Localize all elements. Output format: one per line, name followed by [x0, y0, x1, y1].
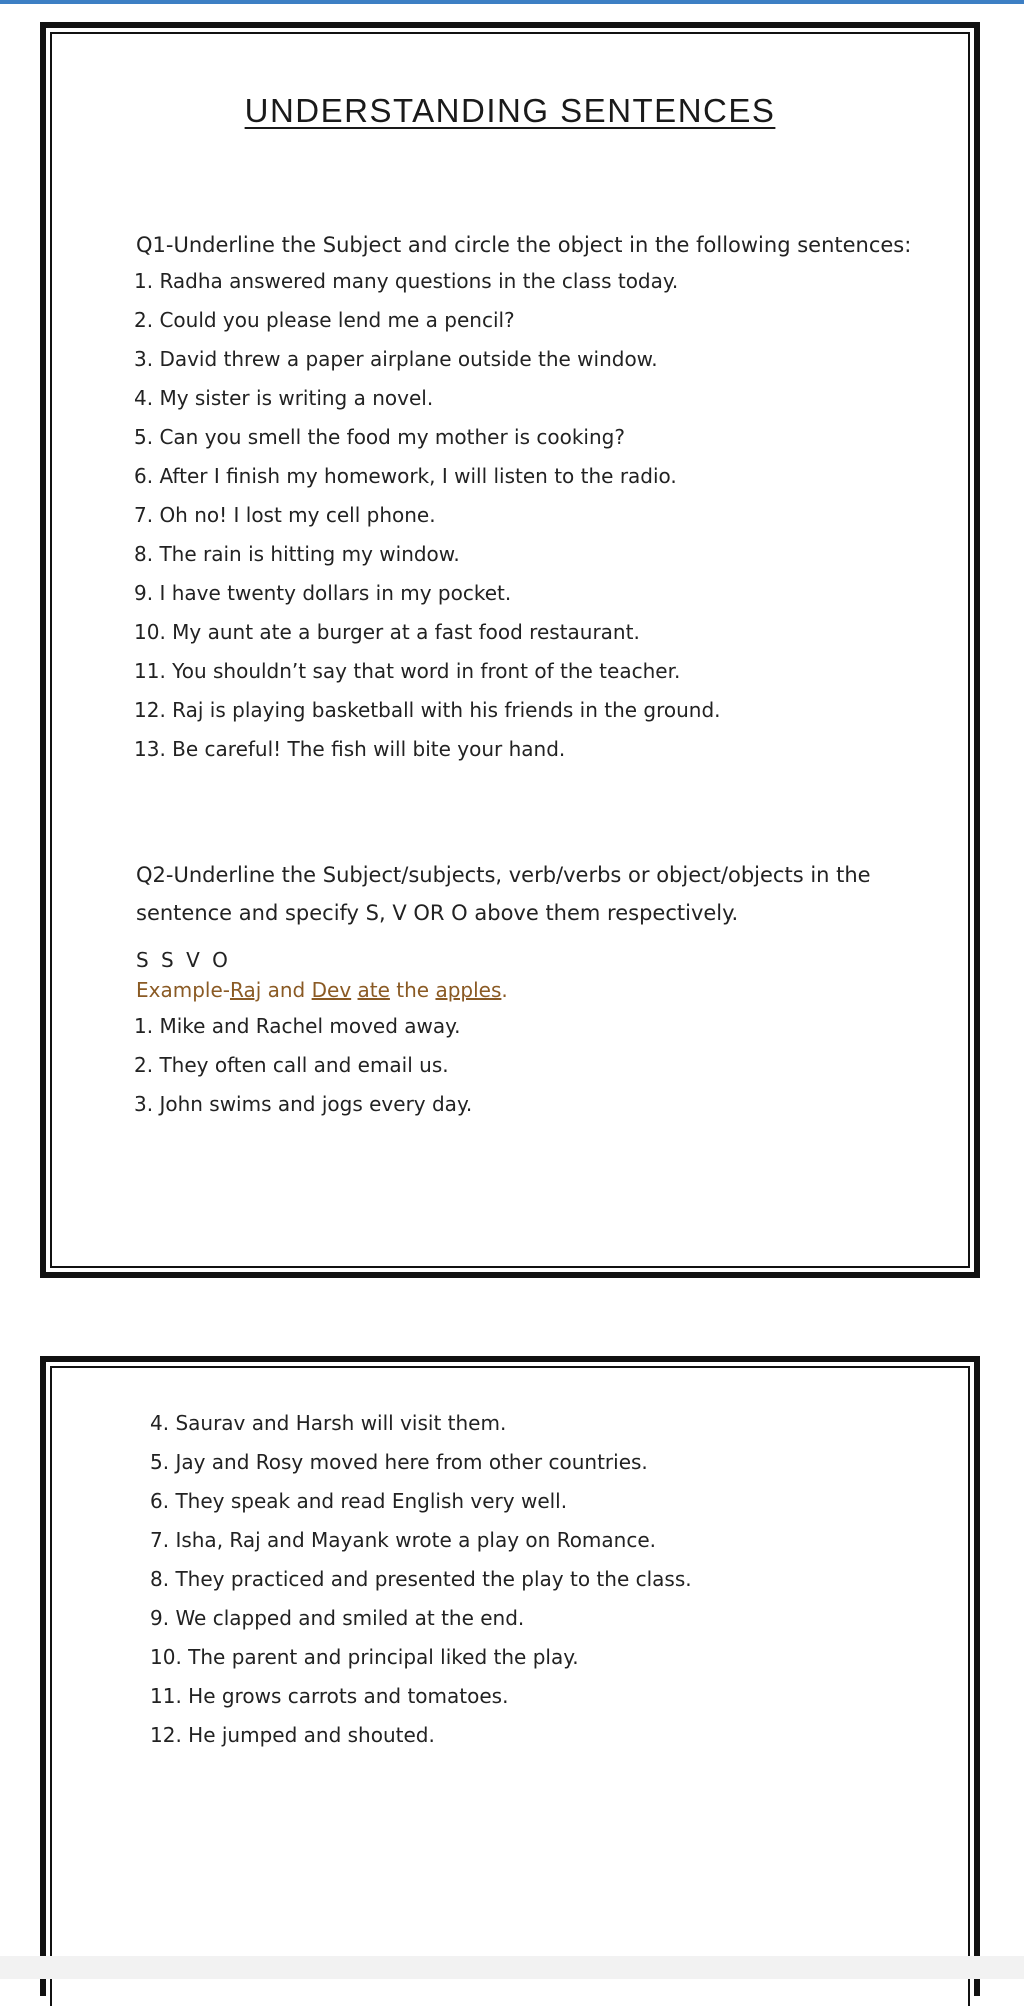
q2-item: 1. Mike and Rachel moved away. — [134, 1014, 461, 1038]
worksheet-title: UNDERSTANDING SENTENCES — [244, 92, 776, 129]
q2-list-part2 — [150, 1404, 692, 1755]
example-subject-2: Dev — [311, 978, 352, 1002]
q2-list-part1 — [134, 1007, 472, 1124]
q2-item: 6. They speak and read English very well. — [150, 1489, 568, 1513]
q2-item: 5. Jay and Rosy moved here from other countries. — [150, 1450, 648, 1474]
q1-item: 12. Raj is playing basketball with his friends in the ground. — [134, 698, 721, 722]
example-the: the — [389, 978, 436, 1002]
q1-item: 5. Can you smell the food my mother is cooking? — [134, 425, 625, 449]
q2-item: 10. The parent and principal liked the play. — [150, 1645, 579, 1669]
q2-item: 12. He jumped and shouted. — [150, 1723, 435, 1747]
q2-item: 4. Saurav and Harsh will visit them. — [150, 1411, 507, 1435]
q1-item: 1. Radha answered many questions in the class today. — [134, 269, 679, 293]
q2-item: 8. They practiced and presented the play to the class. — [150, 1567, 692, 1591]
q1-heading: Q1-Underline the Subject and circle the object in the following sentences: — [136, 233, 912, 257]
q2-item: 11. He grows carrots and tomatoes. — [150, 1684, 509, 1708]
example-verb: ate — [357, 978, 390, 1002]
q1-item: 4. My sister is writing a novel. — [134, 386, 434, 410]
q1-item: 8. The rain is hitting my window. — [134, 542, 460, 566]
q1-item: 6. After I finish my homework, I will listen to the radio. — [134, 464, 677, 488]
q2-item: 3. John swims and jogs every day. — [134, 1092, 473, 1116]
top-accent-strip — [0, 0, 1024, 4]
q1-item: 7. Oh no! I lost my cell phone. — [134, 503, 436, 527]
q2-heading: Q2-Underline the Subject/subjects, verb/verbs or object/objects in the sentence and specify S, V OR O above them respectively. — [136, 863, 871, 925]
q1-item: 10. My aunt ate a burger at a fast food restaurant. — [134, 620, 640, 644]
q1-item: 2. Could you please lend me a pencil? — [134, 308, 515, 332]
q2-item: 2. They often call and email us. — [134, 1053, 449, 1077]
example-object: apples — [435, 978, 502, 1002]
example-prefix: Example- — [136, 978, 230, 1002]
example-period: . — [501, 978, 508, 1002]
example-sentence — [136, 978, 508, 1002]
worksheet-page-2 — [40, 1356, 980, 1996]
q1-item: 9. I have twenty dollars in my pocket. — [134, 581, 512, 605]
q1-item: 13. Be careful! The fish will bite your hand. — [134, 737, 566, 761]
q1-item: 3. David threw a paper airplane outside the window. — [134, 347, 658, 371]
bottom-gray-strip — [0, 1956, 1024, 1979]
worksheet-page-1 — [40, 22, 980, 1278]
q1-item: 11. You shouldn’t say that word in front of the teacher. — [134, 659, 681, 683]
example-and: and — [261, 978, 312, 1002]
q2-item: 9. We clapped and smiled at the end. — [150, 1606, 525, 1630]
q1-list — [134, 262, 721, 769]
ssvo-labels: S S V O — [136, 948, 231, 972]
q2-item: 7. Isha, Raj and Mayank wrote a play on Romance. — [150, 1528, 657, 1552]
example-subject-1: Raj — [229, 978, 262, 1002]
